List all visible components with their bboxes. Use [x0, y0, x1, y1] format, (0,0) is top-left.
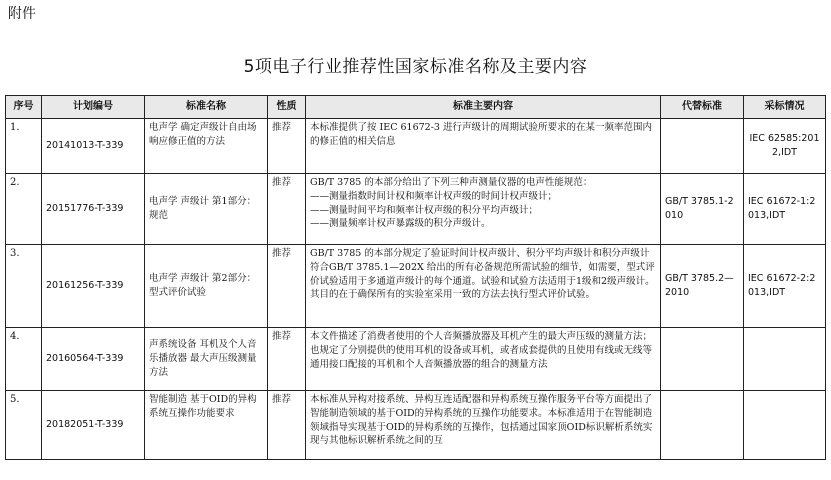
attachment-label: 附件 — [8, 6, 36, 22]
adoption-status: IEC 61672-1:2013,IDT — [744, 174, 826, 245]
column-header-no: 序号 — [6, 96, 42, 119]
standard-nature: 推荐 — [268, 328, 306, 391]
table-row — [6, 119, 826, 174]
column-header-replace: 代替标准 — [661, 96, 744, 119]
table-row — [6, 245, 826, 328]
plan-number: 20161256-T-339 — [42, 245, 145, 328]
document-title: 5项电子行业推荐性国家标准名称及主要内容 — [243, 57, 588, 77]
adoption-status: IEC 62585:2012,IDT — [744, 119, 826, 174]
standard-name: 智能制造 基于OID的异构系统互操作功能要求 — [145, 391, 268, 460]
content-line: ——测量时间平均和频率计权声级的积分平均声级计； — [310, 204, 539, 216]
column-header-adopt: 采标情况 — [744, 96, 826, 119]
table-row — [6, 328, 826, 391]
standard-name: 电声学 声级计 第2部分：型式评价试验 — [145, 245, 268, 328]
standard-name: 声系统设备 耳机及个人音乐播放器 最大声压级测量方法 — [145, 328, 268, 391]
standard-nature: 推荐 — [268, 245, 306, 328]
standard-name: 电声学 确定声级计自由场响应修正值的方法 — [145, 119, 268, 174]
plan-number: 20151776-T-339 — [42, 174, 145, 245]
content-line: ——测量指数时间计权和频率计权声级的时间计权声级计； — [310, 190, 558, 202]
content-line: GB/T 3785 的本部分给出了下列三种声测量仪器的电声性能规范： — [310, 177, 593, 188]
row-number: 3. — [6, 245, 42, 328]
replaced-standard — [661, 391, 744, 460]
content-line: ——测量频率计权声暴露级的积分声级计。 — [310, 218, 491, 230]
row-number: 5. — [6, 391, 42, 460]
column-header-name: 标准名称 — [145, 96, 268, 119]
content-line: 本标准提供了按 IEC 61672-3 进行声级计的周期试验所要求的在某一频率范围内的修正值的相关信息 — [310, 122, 652, 147]
plan-number: 20141013-T-339 — [42, 119, 145, 174]
standard-content — [306, 328, 661, 391]
standard-nature: 推荐 — [268, 119, 306, 174]
replaced-standard — [661, 328, 744, 391]
replaced-standard — [661, 119, 744, 174]
standards-table — [5, 95, 826, 460]
table-row — [6, 391, 826, 460]
replaced-standard: GB/T 3785.2—2010 — [661, 245, 744, 328]
row-number: 4. — [6, 328, 42, 391]
adoption-status: IEC 61672-2:2013,IDT — [744, 245, 826, 328]
content-line: GB/T 3785 的本部分规定了验证时间计权声级计、积分平均声级计和积分声级计符合GB/T 3785.1—202X 给出的所有必备规范所需试验的细节，如需要，型式评价试验适用于多通道声级计的每个通道。试验和试验方法适用于1级和2级声级计。其目的在于确保所有的实验室采用一致的方法去执行型式评价试验。 — [310, 248, 655, 301]
table-row — [6, 174, 826, 245]
adoption-status — [744, 391, 826, 460]
standard-content — [306, 245, 661, 328]
content-line: 本文件描述了消费者使用的个人音频播放器及耳机产生的最大声压级的测量方法；也规定了分别提供的使用耳机的设备或耳机，或者成套提供的且使用有线或无线等通用接口配接的耳机和个人音频播放器的组合的测量方法 — [310, 331, 653, 370]
column-header-nature: 性质 — [268, 96, 306, 119]
standard-content — [306, 391, 661, 460]
standard-content — [306, 174, 661, 245]
table-header-row — [6, 96, 826, 119]
plan-number: 20182051-T-339 — [42, 391, 145, 460]
standard-nature: 推荐 — [268, 391, 306, 460]
plan-number: 20160564-T-339 — [42, 328, 145, 391]
column-header-content: 标准主要内容 — [306, 96, 661, 119]
column-header-plan: 计划编号 — [42, 96, 145, 119]
standard-nature: 推荐 — [268, 174, 306, 245]
row-number: 2. — [6, 174, 42, 245]
standard-name: 电声学 声级计 第1部分：规范 — [145, 174, 268, 245]
standard-content — [306, 119, 661, 174]
content-line: 本标准从异构对接系统、异构互连适配器和异构系统互操作服务平台等方面提出了智能制造领域的基于OID的异构系统的互操作功能要求。本标准适用于在智能制造领域指导实现基于OID的异构系统的互操作，包括通过国家顶OID标识解析系统实现与其他标识解析系统之间的互 — [310, 394, 653, 447]
row-number: 1. — [6, 119, 42, 174]
adoption-status — [744, 328, 826, 391]
replaced-standard: GB/T 3785.1-2010 — [661, 174, 744, 245]
